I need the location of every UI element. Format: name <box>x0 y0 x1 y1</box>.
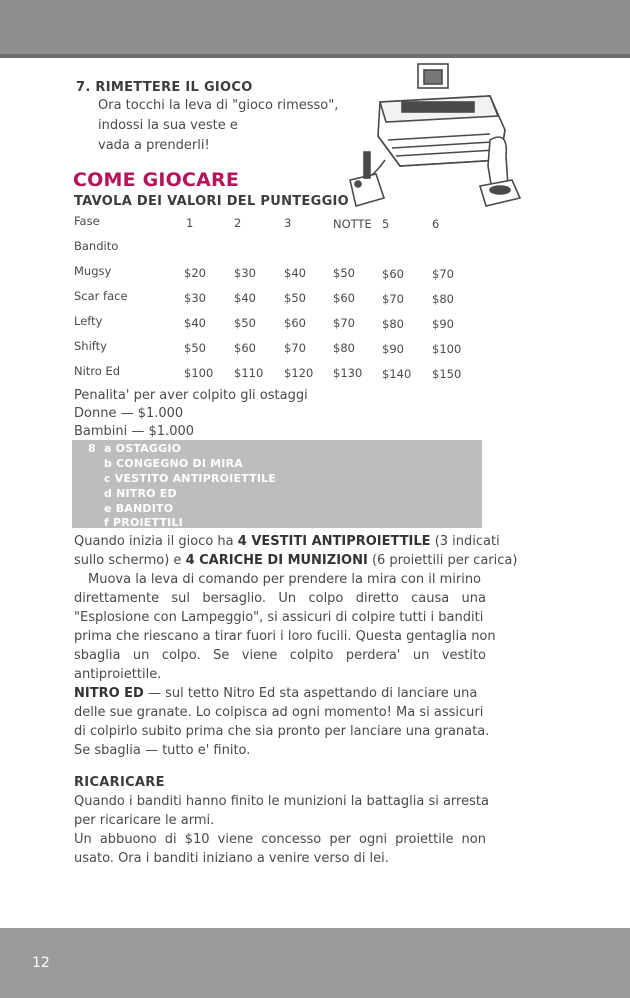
table-row-label: Bandito <box>74 239 119 253</box>
legend-item: f PROIETTILI <box>104 516 183 529</box>
legend-item: c VESTITO ANTIPROIETTILE <box>104 472 277 485</box>
body-paragraph-line: "Esplosione con Lampeggio", si assicuri di colpire tutti i banditi <box>74 610 484 625</box>
table-cell: $30 <box>184 291 206 305</box>
reload-line: usato. Ora i banditi iniziano a venire verso di lei. <box>74 851 389 866</box>
body-emphasis: 4 VESTITI ANTIPROIETTILE <box>237 534 431 549</box>
table-cell: $90 <box>432 317 454 331</box>
body-paragraph-line: prima che riescano a tirar fuori i loro fucili. Questa gentaglia non <box>74 629 496 644</box>
table-header: 5 <box>382 217 390 231</box>
table-cell: $150 <box>432 367 462 381</box>
body-text: Quando inizia il gioco ha <box>74 534 238 549</box>
penalty-children: Bambini — $1.000 <box>74 424 195 439</box>
body-paragraph-line: di colpirlo subito prima che sia pronto per lanciare una granata. <box>74 724 490 739</box>
reload-line: Un abbuono di $10 viene concesso per ogni proiettile non <box>74 832 486 847</box>
table-cell: $140 <box>382 367 412 381</box>
table-cell: $40 <box>184 316 206 330</box>
reload-line: per ricaricare le armi. <box>74 813 215 828</box>
table-cell: $40 <box>284 266 306 280</box>
body-paragraph-line: sbaglia un colpo. Se viene colpito perdera' un vestito <box>74 648 486 663</box>
table-cell: $70 <box>382 292 404 306</box>
table-cell: $70 <box>333 316 355 330</box>
body-emphasis: 4 CARICHE DI MUNIZIONI <box>185 553 368 568</box>
table-cell: $50 <box>184 341 206 355</box>
penalty-intro: Penalita' per aver colpito gli ostaggi <box>74 388 308 403</box>
table-row-label: Shifty <box>74 339 107 353</box>
step-7-line: indossi la sua veste e <box>98 118 238 133</box>
body-paragraph-line: delle sue granate. Lo colpisca ad ogni momento! Ma si assicuri <box>74 705 484 720</box>
table-row-label: Scar face <box>74 289 128 303</box>
table-cell: $100 <box>184 366 214 380</box>
body-paragraph-line <box>74 534 500 549</box>
penalty-women: Donne — $1.000 <box>74 406 184 421</box>
table-header: 3 <box>284 216 292 230</box>
table-header: Fase <box>74 214 100 228</box>
legend-number: 8 <box>88 442 96 455</box>
table-cell: $50 <box>333 266 355 280</box>
body-paragraph-line: direttamente sul bersaglio. Un colpo diretto causa una <box>74 591 486 606</box>
table-cell: $70 <box>432 267 454 281</box>
table-cell: $100 <box>432 342 462 356</box>
section-title: COME GIOCARE <box>73 169 240 191</box>
table-cell: $80 <box>382 317 404 331</box>
body-text: (6 proiettili per carica) <box>367 553 518 568</box>
body-text: — sul tetto Nitro Ed sta aspettando di lanciare una <box>143 686 478 701</box>
table-row-label: Mugsy <box>74 264 112 278</box>
table-cell: $110 <box>234 366 264 380</box>
table-cell: $120 <box>284 366 314 380</box>
table-row-label: Lefty <box>74 314 103 328</box>
table-cell: $80 <box>432 292 454 306</box>
table-header: 2 <box>234 216 242 230</box>
legend-item: e BANDITO <box>104 502 174 515</box>
legend-item: d NITRO ED <box>104 487 177 500</box>
body-paragraph-line <box>74 553 517 568</box>
table-cell: $90 <box>382 342 404 356</box>
table-cell: $20 <box>184 266 206 280</box>
bottom-band <box>0 928 630 998</box>
nitro-ed-label: NITRO ED <box>74 686 144 701</box>
table-cell: $60 <box>284 316 306 330</box>
table-header: NOTTE <box>333 217 372 231</box>
table-cell: $80 <box>333 341 355 355</box>
table-row-label: Nitro Ed <box>74 364 121 378</box>
top-band <box>0 0 630 58</box>
reload-line: Quando i banditi hanno finito le munizioni la battaglia si arresta <box>74 794 489 809</box>
table-cell: $70 <box>284 341 306 355</box>
body-paragraph-line: antiproiettile. <box>74 667 162 682</box>
legend-item: b CONGEGNO DI MIRA <box>104 457 243 470</box>
step-7-line: vada a prenderli! <box>98 138 210 153</box>
table-cell: $50 <box>234 316 256 330</box>
page-number: 12 <box>32 955 50 971</box>
body-paragraph-line: Se sbaglia — tutto e' finito. <box>74 743 251 758</box>
body-text: (3 indicati <box>430 534 500 549</box>
table-header: 6 <box>432 217 440 231</box>
table-cell: $60 <box>382 267 404 281</box>
table-cell: $30 <box>234 266 256 280</box>
table-cell: $40 <box>234 291 256 305</box>
table-cell: $50 <box>284 291 306 305</box>
table-cell: $60 <box>333 291 355 305</box>
table-cell: $60 <box>234 341 256 355</box>
body-paragraph-line <box>74 686 477 701</box>
body-text: sullo schermo) e <box>74 553 186 568</box>
table-cell: $130 <box>333 366 363 380</box>
table-header: 1 <box>186 216 194 230</box>
step-7-title: 7. RIMETTERE IL GIOCO <box>76 80 253 95</box>
step-7-line: Ora tocchi la leva di "gioco rimesso", <box>98 98 339 113</box>
reload-title: RICARICARE <box>74 775 165 790</box>
body-paragraph-line: Muova la leva di comando per prendere la mira con il mirino <box>88 572 482 587</box>
atari-console-illustration <box>340 60 540 212</box>
score-table-title: TAVOLA DEI VALORI DEL PUNTEGGIO <box>74 194 350 209</box>
legend-item: a OSTAGGIO <box>104 442 182 455</box>
